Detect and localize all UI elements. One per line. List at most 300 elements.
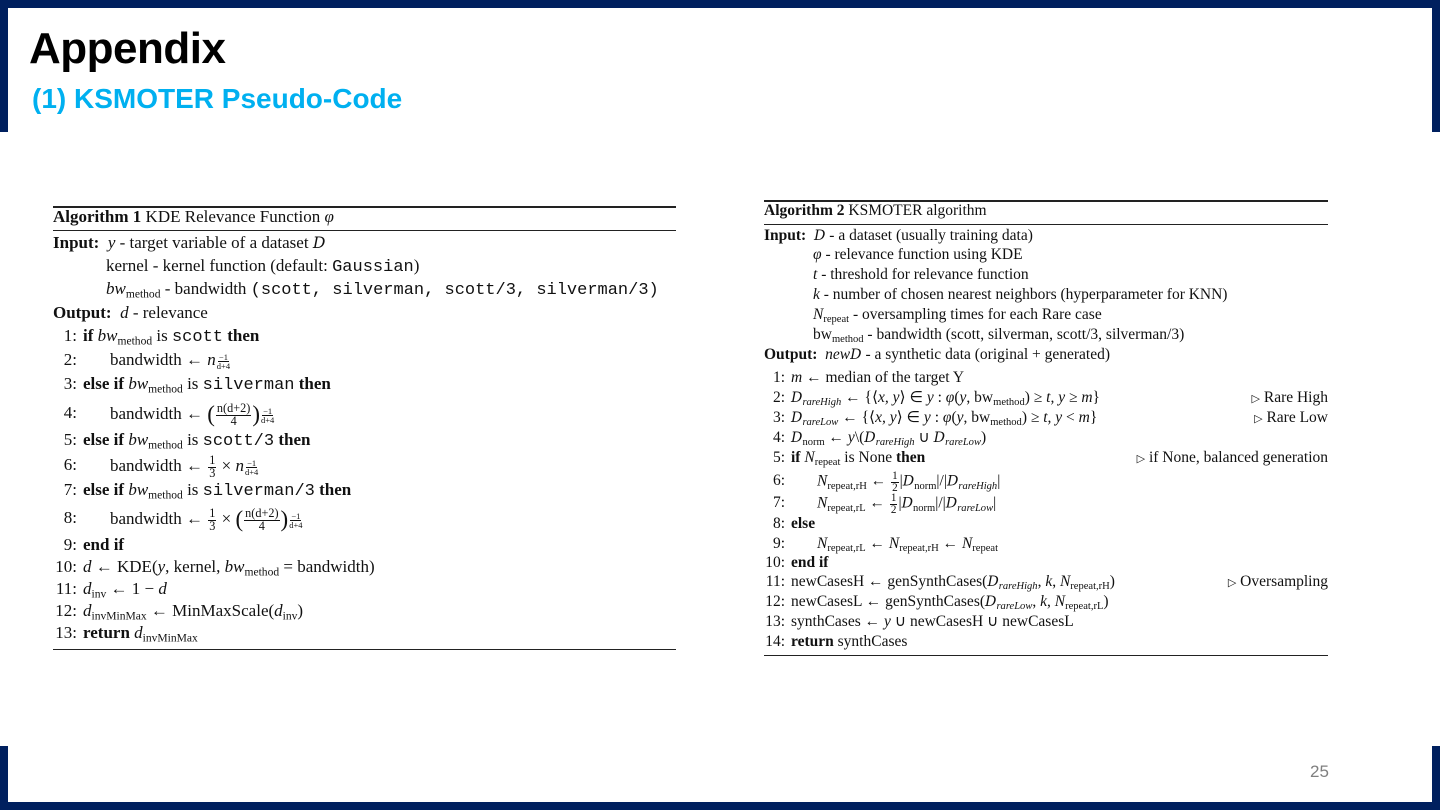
math-text: m — [791, 369, 803, 386]
subscript: norm — [802, 437, 825, 449]
fraction — [289, 512, 302, 529]
math-text: is — [152, 326, 172, 345]
line-number: 10: — [55, 557, 77, 576]
line-code — [110, 350, 231, 370]
subscript: norm — [914, 480, 937, 492]
fraction-numerator: −1 — [218, 351, 228, 362]
math-text: k — [1045, 573, 1053, 590]
line-number: 13: — [765, 613, 785, 630]
math-text: D — [901, 495, 914, 512]
fraction-denominator: d+4 — [289, 519, 303, 530]
subscript: method — [117, 334, 153, 348]
input-label: Input: — [764, 227, 807, 244]
math-text: d — [158, 579, 167, 598]
math-text: ≥ — [1065, 389, 1082, 406]
output-label: Output: — [764, 346, 818, 363]
line-number: 10: — [765, 554, 785, 571]
math-text: m — [1078, 409, 1090, 426]
subscript: method — [148, 488, 183, 502]
math-text: | — [899, 472, 903, 490]
math-text: N — [813, 306, 824, 323]
math-text: , — [1032, 593, 1041, 610]
subscript: rareHigh — [998, 581, 1038, 593]
subscript: repeat,rL — [827, 502, 866, 514]
math-text: synthCases ← — [791, 613, 884, 630]
subscript: rareHigh — [802, 397, 842, 409]
math-text: end if — [791, 554, 829, 571]
math-text: bandwidth ← — [110, 509, 208, 529]
fraction-denominator: 4 — [230, 413, 237, 428]
slide-subtitle: (1) KSMOTER Pseudo-Code — [32, 83, 403, 114]
line-comment — [1254, 408, 1328, 429]
math-text: t, y — [1046, 389, 1066, 406]
subscript: invMinMax — [142, 631, 198, 645]
frame-left-upper-bar — [0, 0, 8, 132]
subscript: rareHigh — [958, 480, 998, 492]
math-text: d — [83, 557, 92, 576]
math-text: y — [956, 409, 964, 426]
math-text: \( — [854, 429, 865, 446]
math-text: n — [207, 350, 216, 369]
math-text: D — [902, 473, 915, 490]
line-code — [791, 368, 964, 388]
math-text: d — [120, 303, 129, 322]
math-text: return — [83, 623, 135, 642]
line-code — [791, 612, 1074, 632]
line-number: 11: — [765, 573, 785, 590]
input-line — [813, 285, 1227, 305]
line-number: 1: — [63, 326, 77, 345]
fraction — [245, 459, 258, 476]
comment-text: if None, balanced generation — [1148, 449, 1328, 466]
math-text: ⟩ ∈ — [899, 389, 927, 406]
math-text: if — [83, 326, 98, 345]
math-text: ∪ newCasesH ∪ newCasesL — [890, 613, 1074, 630]
math-text: bw — [106, 279, 126, 298]
math-text: N — [1059, 573, 1071, 590]
subscript: repeat,rH — [1070, 581, 1110, 593]
math-text: < — [1062, 409, 1079, 426]
fraction-denominator: d+4 — [260, 414, 275, 425]
comment-triangle-icon: ▷ — [1254, 413, 1263, 425]
comment-text: Rare High — [1263, 389, 1328, 406]
math-text: ) — [980, 429, 987, 446]
math-text: } — [1089, 409, 1098, 426]
math-text: - oversampling times for each Rare case — [849, 306, 1102, 323]
fraction-denominator: d+4 — [245, 466, 259, 477]
math-text: D — [933, 430, 946, 446]
title-rule — [764, 224, 1328, 225]
math-text: (scott, silverman, scott/3, silverman/3) — [250, 281, 659, 300]
math-text: y — [959, 389, 967, 406]
fraction — [217, 353, 230, 370]
input-line — [813, 245, 1023, 265]
math-text: Gaussian — [332, 258, 414, 277]
line-number: 5: — [772, 449, 785, 466]
line-code — [791, 632, 907, 652]
math-text: ) — [413, 256, 420, 275]
math-text: is — [182, 374, 203, 393]
math-text: , bw — [963, 409, 991, 426]
math-text: : — [930, 409, 943, 426]
comment-triangle-icon: ▷ — [1136, 453, 1145, 465]
line-number: 9: — [772, 535, 785, 552]
math-text: else if — [83, 480, 129, 499]
math-text: x, y — [878, 389, 900, 406]
math-text: ← KDE( — [91, 557, 158, 576]
comment-text: Oversampling — [1240, 573, 1328, 590]
line-number: 11: — [55, 579, 77, 598]
line-code — [817, 534, 998, 559]
math-text: |/| — [935, 494, 946, 512]
math-text: bw — [128, 480, 149, 499]
algorithm-2-box — [764, 0, 1328, 660]
math-text: silverman — [202, 376, 295, 395]
math-text: - bandwidth — [160, 279, 251, 298]
line-code — [791, 553, 828, 573]
math-text: x, y — [875, 409, 897, 426]
math-text: | — [997, 472, 1001, 490]
math-text: , — [1052, 573, 1060, 590]
math-text: k — [1040, 593, 1047, 610]
math-text: D — [946, 473, 959, 490]
math-text: y — [926, 389, 934, 406]
line-comment — [1252, 388, 1328, 409]
math-text: D — [985, 594, 997, 610]
math-text: else if — [83, 430, 129, 449]
subscript: method — [148, 382, 183, 396]
line-number: 4: — [772, 429, 785, 446]
line-code — [83, 480, 351, 505]
fraction-denominator: d+4 — [216, 360, 231, 371]
fraction-denominator: 3 — [209, 518, 216, 533]
line-code — [83, 623, 198, 648]
subscript: repeat,rH — [827, 480, 867, 492]
math-text: - a synthetic data (original + generated) — [861, 346, 1111, 363]
fraction-denominator: 2 — [892, 481, 898, 494]
math-text: - relevance function using KDE — [821, 246, 1023, 263]
math-text: ← median of the target Y — [802, 369, 965, 386]
line-code — [83, 535, 124, 555]
math-text: - relevance — [128, 303, 208, 322]
math-text: silverman/3 — [202, 482, 315, 501]
math-text: d — [134, 623, 143, 642]
math-text: is — [182, 480, 203, 499]
fraction-numerator: n(d+2) — [216, 401, 251, 415]
line-code — [83, 430, 310, 455]
math-text: - bandwidth (scott, silverman, scott/3, silverman/3) — [863, 326, 1185, 343]
math-text: then — [222, 326, 260, 345]
line-number: 6: — [63, 455, 77, 474]
line-number: 8: — [772, 515, 785, 532]
fraction-numerator: −1 — [291, 510, 301, 521]
output-line — [764, 345, 1110, 365]
line-number: 7: — [63, 480, 77, 499]
fraction-numerator: −1 — [263, 405, 273, 416]
line-number: 14: — [765, 633, 785, 650]
output-line — [53, 303, 208, 323]
line-number: 4: — [63, 403, 77, 422]
subscript: rareHigh — [875, 437, 915, 449]
subscript: repeat,rL — [827, 543, 866, 555]
fraction-numerator: 1 — [209, 453, 216, 467]
math-text: scott — [171, 328, 223, 347]
math-text: bw — [97, 326, 118, 345]
frame-bottom-bar — [0, 802, 1440, 810]
math-text: N — [888, 535, 900, 552]
math-text: bw — [128, 374, 149, 393]
math-text: D — [987, 574, 999, 590]
page-number: 25 — [1310, 762, 1329, 781]
math-text: × — [217, 456, 236, 476]
line-comment — [1228, 572, 1328, 593]
comment-text: Rare Low — [1266, 409, 1328, 426]
math-text: = bandwidth) — [279, 557, 375, 576]
math-text: y — [847, 429, 855, 446]
math-text: synthCases — [837, 633, 908, 650]
math-text: else if — [83, 374, 129, 393]
math-text: t, y — [1043, 409, 1063, 426]
fraction-numerator: n(d+2) — [245, 506, 279, 520]
math-text: ) ≥ — [1021, 409, 1044, 426]
math-text: n — [235, 456, 244, 476]
math-text: d — [274, 601, 283, 620]
math-text: y — [107, 233, 116, 252]
fraction — [208, 455, 216, 479]
frame-right-upper-bar — [1432, 0, 1440, 132]
frame-right-lower-bar — [1432, 746, 1440, 810]
math-text: ← — [824, 429, 848, 446]
input-line — [106, 279, 659, 304]
math-text: ( — [954, 389, 960, 406]
math-text: y — [923, 409, 931, 426]
math-text: D — [791, 390, 803, 406]
algorithm-title — [53, 207, 334, 227]
math-text: ← — [865, 494, 889, 512]
math-text: newCasesH ← genSynthCases( — [791, 573, 988, 590]
math-text: return — [791, 633, 838, 650]
subscript: method — [148, 438, 183, 452]
subscript: rareLow — [996, 601, 1033, 613]
comment-triangle-icon: ▷ — [1227, 577, 1237, 589]
line-number: 2: — [772, 389, 785, 406]
math-text: t — [813, 266, 818, 283]
math-text: } — [1092, 389, 1100, 406]
subscript: invMinMax — [91, 609, 147, 623]
math-text: × — [217, 509, 236, 529]
math-text: m — [1081, 389, 1093, 406]
title-rule — [53, 230, 676, 231]
math-text: d — [83, 601, 92, 620]
line-number: 3: — [63, 374, 77, 393]
fraction-numerator: 1 — [890, 492, 897, 504]
math-text: φ — [813, 246, 822, 263]
math-text: if — [791, 449, 805, 466]
line-number: 12: — [765, 593, 785, 610]
subscript: method — [993, 397, 1025, 409]
math-text: kernel - kernel function (default: — [106, 256, 333, 275]
bottom-rule — [53, 649, 676, 650]
input-label: Input: — [53, 233, 100, 252]
line-code — [817, 493, 996, 519]
math-text: D — [864, 430, 876, 446]
line-number: 9: — [63, 535, 77, 554]
subscript: rareLow — [957, 502, 994, 514]
comment-triangle-icon: ▷ — [1251, 393, 1260, 405]
subscript: repeat — [972, 543, 999, 555]
math-text: bandwidth ← — [110, 404, 208, 424]
line-number: 8: — [63, 508, 77, 527]
math-text: |/| — [936, 472, 947, 490]
math-text: y — [157, 557, 166, 576]
math-text: bandwidth ← — [110, 350, 208, 369]
math-text: end if — [83, 535, 125, 554]
line-code — [110, 455, 259, 479]
math-text: N — [817, 494, 828, 512]
math-text: D — [850, 347, 862, 363]
math-text: N — [817, 535, 828, 552]
subscript: rareLow — [945, 437, 981, 449]
math-text: bw — [813, 326, 832, 343]
line-number: 7: — [772, 494, 785, 511]
line-code — [110, 403, 275, 427]
math-text: y — [884, 613, 891, 630]
fraction-numerator: −1 — [247, 457, 257, 468]
fraction-denominator: 2 — [890, 503, 897, 516]
line-code — [791, 514, 815, 534]
math-text: is None — [840, 449, 896, 466]
math-text: , — [1047, 593, 1055, 610]
subscript: inv — [282, 609, 298, 623]
math-text: , kernel, — [165, 557, 225, 576]
subscript: repeat — [814, 457, 841, 469]
fraction — [891, 471, 899, 493]
slide-title: Appendix — [29, 24, 226, 73]
subscript: repeat — [823, 314, 850, 326]
bottom-rule — [764, 655, 1328, 656]
subscript: method — [244, 565, 280, 579]
input-line — [106, 256, 419, 278]
fraction — [208, 508, 216, 532]
math-text: , bw — [966, 389, 994, 406]
math-text: ← {⟨ — [838, 409, 876, 426]
line-number: 13: — [55, 623, 77, 642]
math-text: | — [898, 494, 902, 512]
input-line — [764, 226, 1033, 246]
line-comment — [1137, 448, 1328, 469]
math-text: φ — [942, 409, 952, 426]
math-text: then — [274, 430, 311, 449]
math-text: then — [314, 480, 352, 499]
math-text: D — [791, 430, 803, 446]
parenthesis: ) — [252, 401, 260, 427]
algorithm-symbol: φ — [324, 207, 334, 226]
math-text: N — [1054, 593, 1066, 610]
math-text: - number of chosen nearest neighbors (hyperparameter for KNN) — [819, 286, 1228, 303]
math-text: D — [791, 410, 803, 426]
math-text: - a dataset (usually training data) — [825, 227, 1033, 244]
math-text: ∪ — [914, 429, 934, 446]
parenthesis: ( — [207, 401, 215, 427]
math-text: - target variable of a dataset — [115, 233, 313, 252]
algorithm-title — [764, 201, 987, 221]
math-text: k — [813, 286, 820, 303]
line-number: 12: — [55, 601, 77, 620]
math-text: ( — [951, 409, 957, 426]
subscript: inv — [91, 587, 107, 601]
parenthesis: ) — [280, 506, 289, 532]
math-text: ← — [866, 472, 891, 490]
math-text: | — [993, 494, 997, 512]
math-text: new — [825, 346, 851, 363]
line-number: 1: — [772, 369, 785, 386]
math-text: ← {⟨ — [841, 389, 878, 406]
math-text: bw — [128, 430, 149, 449]
math-text: D — [945, 495, 958, 512]
subscript: repeat,rL — [1065, 601, 1104, 613]
line-number: 5: — [63, 430, 77, 449]
math-text: is — [182, 430, 203, 449]
math-text: ) — [1109, 573, 1115, 590]
subscript: method — [125, 287, 161, 301]
fraction-denominator: 3 — [209, 465, 216, 480]
fraction — [261, 407, 274, 424]
algorithm-name: KSMOTER algorithm — [844, 202, 987, 219]
math-text: bandwidth ← — [110, 456, 208, 476]
fraction — [890, 493, 898, 515]
line-number: 2: — [63, 350, 77, 369]
subscript: method — [831, 334, 864, 346]
math-text: D — [312, 233, 326, 252]
math-text: D — [813, 228, 826, 244]
math-text: ← 1 − — [106, 579, 159, 598]
math-text: ) — [1103, 593, 1109, 610]
subscript: rareLow — [802, 417, 839, 429]
math-text: bw — [224, 557, 245, 576]
output-label: Output: — [53, 303, 112, 322]
math-text: - threshold for relevance function — [817, 266, 1029, 283]
math-text: N — [817, 472, 828, 490]
line-code — [110, 508, 303, 532]
math-text: ← — [938, 535, 962, 552]
subscript: method — [990, 417, 1022, 429]
line-number: 6: — [772, 472, 785, 489]
math-text: ) ≥ — [1024, 389, 1047, 406]
math-text: then — [895, 449, 926, 466]
fraction-denominator: 4 — [258, 518, 265, 533]
math-text: ⟩ ∈ — [896, 409, 924, 426]
math-text: scott/3 — [202, 432, 275, 451]
math-text: d — [83, 579, 92, 598]
fraction — [216, 403, 251, 427]
algorithm-name: KDE Relevance Function — [141, 207, 325, 226]
fraction-numerator: 1 — [892, 470, 898, 482]
math-text: else — [791, 515, 816, 532]
algorithm-1-box — [53, 0, 676, 660]
subscript: norm — [913, 502, 936, 514]
parenthesis: ( — [235, 506, 244, 532]
input-line — [813, 265, 1029, 285]
math-text: ) — [297, 601, 304, 620]
algorithm-number: Algorithm 1 — [53, 207, 142, 226]
algorithm-number: Algorithm 2 — [764, 202, 845, 219]
math-text: ← MinMaxScale( — [146, 601, 275, 620]
math-text: : — [933, 389, 946, 406]
math-text: φ — [945, 389, 955, 406]
fraction-numerator: 1 — [209, 506, 216, 520]
math-text: ← — [865, 535, 889, 552]
fraction — [244, 508, 279, 532]
